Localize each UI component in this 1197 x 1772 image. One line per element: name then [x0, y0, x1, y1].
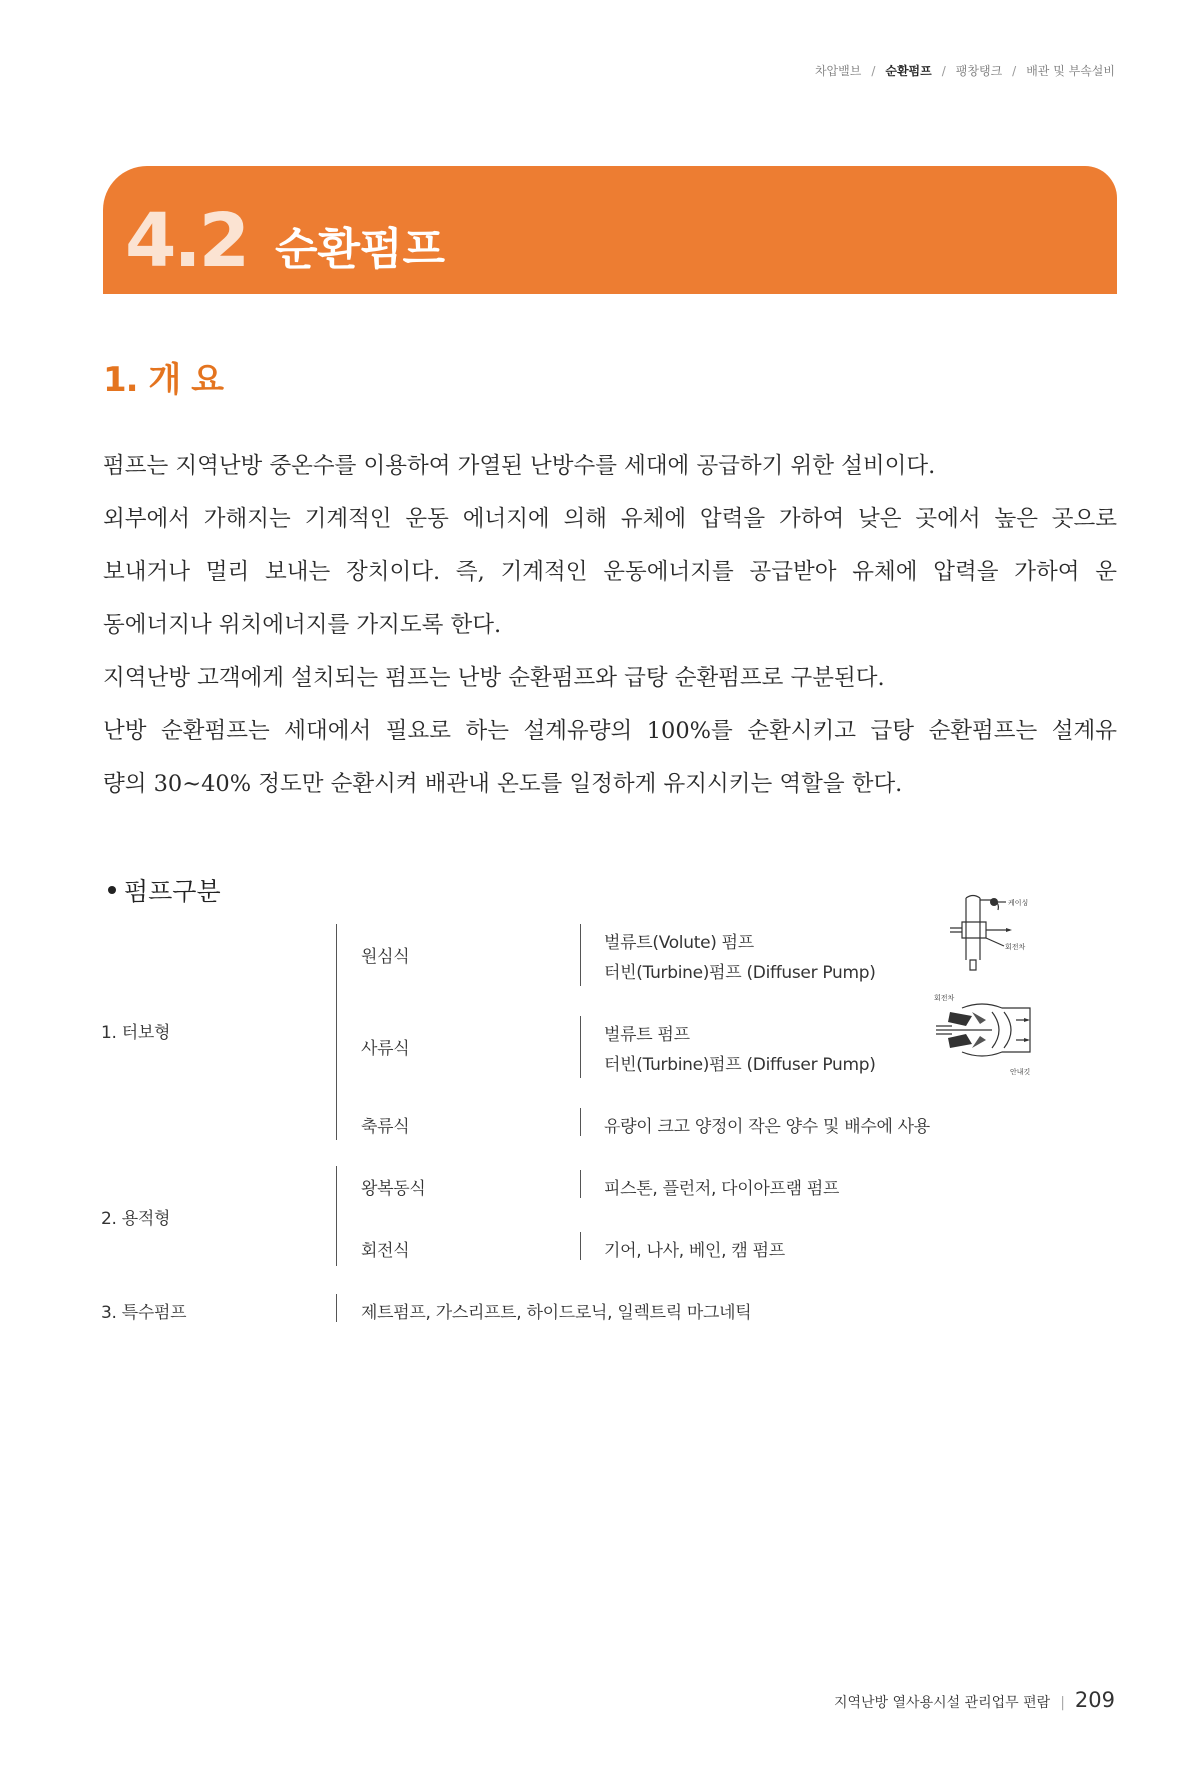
- body-line: 펌프는 지역난방 중온수를 이용하여 가열된 난방수를 세대에 공급하기 위한 설비이다.: [103, 453, 936, 479]
- diagram-label: 회전차: [934, 994, 955, 1002]
- centrifugal-pump-diagram: [948, 892, 1038, 974]
- detail-text: 기어, 나사, 베인, 캠 펌프: [604, 1241, 785, 1261]
- detail-text: 벌류트(Volute) 펌프: [604, 933, 754, 953]
- subtype-label: 원심식: [361, 947, 410, 967]
- body-line: 보내거나 멀리 보내는 장치이다. 즉, 기계적인 운동에너지를 공급받아 유체에 압력을 가하여 운: [103, 559, 1117, 585]
- body-line: 외부에서 가해지는 기계적인 운동 에너지에 의해 유체에 압력을 가하여 낮은 곳에서 높은 곳으로: [103, 506, 1117, 532]
- page-footer: [834, 1688, 1115, 1712]
- divider: [580, 1232, 581, 1260]
- breadcrumb-item[interactable]: 팽창탱크: [955, 64, 1003, 78]
- chapter-banner: [103, 166, 1117, 294]
- breadcrumb-item[interactable]: 차압밸브: [814, 64, 862, 78]
- divider: [336, 1166, 337, 1266]
- chapter-title: 순환펌프: [275, 224, 446, 275]
- divider: [336, 924, 337, 1140]
- divider: [336, 1294, 337, 1322]
- group-label: 1. 터보형: [101, 1023, 171, 1043]
- breadcrumb-separator: /: [871, 63, 876, 78]
- diagram-label: 케이싱: [1008, 899, 1029, 907]
- section-heading: 1. 개 요: [103, 360, 223, 400]
- breadcrumb-item[interactable]: 배관 및 부속설비: [1026, 64, 1115, 78]
- classification-heading-label: 펌프구분: [124, 877, 221, 906]
- diagram-label: 안내깃: [1010, 1068, 1031, 1076]
- subtype-label: 회전식: [361, 1241, 410, 1261]
- body-line: 량의 30~40% 정도만 순환시켜 배관내 온도를 일정하게 유지시키는 역할을 한다.: [103, 771, 903, 797]
- breadcrumb-separator: /: [941, 63, 946, 78]
- detail-text: 터빈(Turbine)펌프 (Diffuser Pump): [604, 1055, 876, 1075]
- divider: [580, 1108, 581, 1136]
- footer-separator: |: [1060, 1695, 1065, 1711]
- detail-text: 제트펌프, 가스리프트, 하이드로닉, 일렉트릭 마그네틱: [361, 1303, 752, 1323]
- body-line: 지역난방 고객에게 설치되는 펌프는 난방 순환펌프와 급탕 순환펌프로 구분된다.: [103, 665, 885, 691]
- subtype-label: 축류식: [361, 1117, 410, 1137]
- breadcrumb-item-active[interactable]: 순환펌프: [885, 64, 932, 78]
- divider: [580, 1016, 581, 1078]
- body-line: 난방 순환펌프는 세대에서 필요로 하는 설계유량의 100%를 순환시키고 급탕 순환펌프는 설계유: [103, 718, 1117, 744]
- body-text: [103, 440, 1117, 811]
- detail-text: 피스톤, 플런저, 다이아프램 펌프: [604, 1179, 840, 1199]
- detail-text: 벌류트 펌프: [604, 1025, 690, 1045]
- classification-heading: [108, 872, 221, 908]
- diagram-label: 회전차: [1005, 943, 1026, 951]
- breadcrumb: [815, 62, 1115, 79]
- footer-title: 지역난방 열사용시설 관리업무 편람: [833, 1695, 1051, 1711]
- subtype-label: 왕복동식: [361, 1179, 426, 1199]
- detail-text: 유량이 크고 양정이 작은 양수 및 배수에 사용: [604, 1117, 930, 1137]
- group-label: 3. 특수펌프: [101, 1303, 187, 1323]
- body-line: 동에너지나 위치에너지를 가지도록 한다.: [103, 612, 502, 638]
- group-label: 2. 용적형: [101, 1209, 171, 1229]
- breadcrumb-separator: /: [1012, 63, 1017, 78]
- mixed-flow-pump-diagram: [932, 990, 1044, 1080]
- page-number: 209: [1074, 1688, 1115, 1712]
- bullet-icon: [108, 886, 116, 894]
- divider: [580, 1170, 581, 1198]
- chapter-number: 4.2: [125, 198, 248, 284]
- detail-text: 터빈(Turbine)펌프 (Diffuser Pump): [604, 963, 876, 983]
- divider: [580, 924, 581, 986]
- subtype-label: 사류식: [361, 1039, 410, 1059]
